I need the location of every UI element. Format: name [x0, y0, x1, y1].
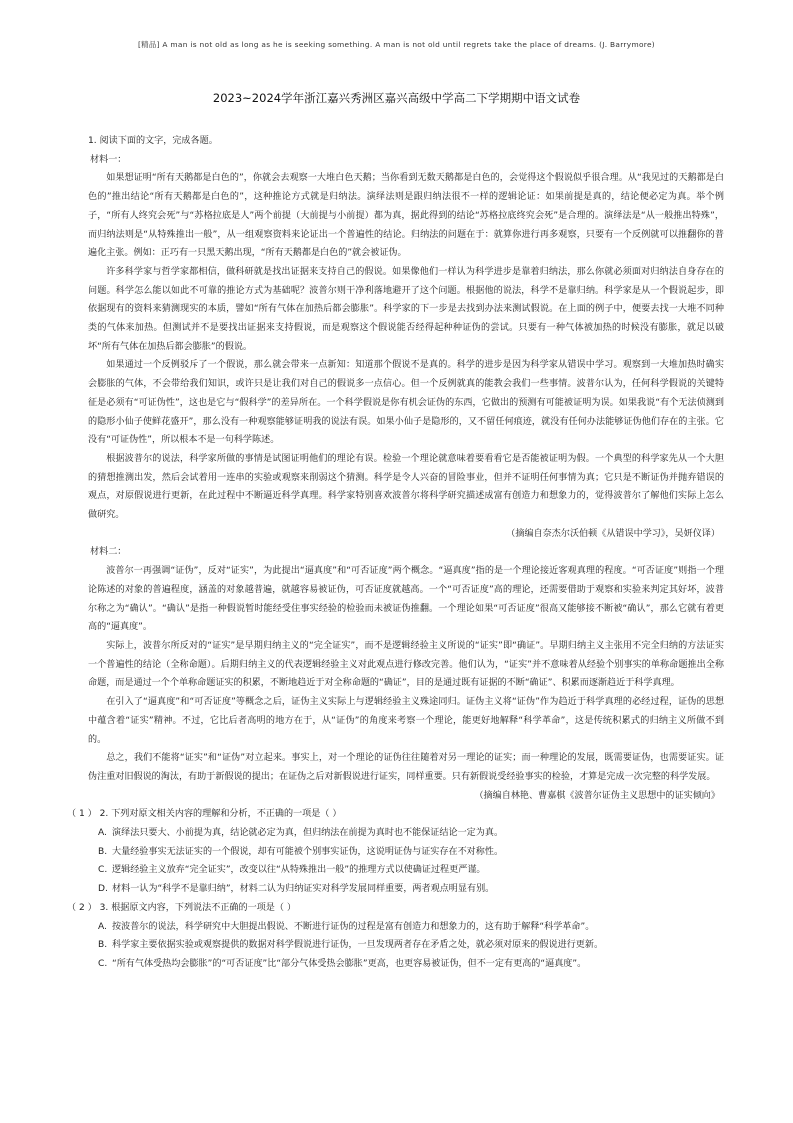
option-text: 逻辑经验主义放弃“完全证实”，改变以往“从特殊推出一般”的推理方式以使确证过程更严谨。	[112, 865, 486, 876]
material1-paragraph: 如果通过一个反例驳斥了一个假说，那么就会带来一点新知：知道那个假说不是真的。科学的进步是因为科学家从错误中学习。观察到一大堆加热时确实会膨胀的气体，不会带给我们知识，或许只是让我们对自己的假说多一点信心。但一个反例就真的能教会我们一些事情。波普尔认为，任何科学假说的关键特征是必须有“可证伪性”，这也是它与“假科学”的差异所在。一个科学假说是你有机会证伪的东西，它做出的预测有可能被证明为误。如果我说“有个无法侦测到的隐形小仙子使鲜花盛开”，那么没有一种观察能够证明我的说法有误。如果小仙子是隐形的，又不留任何痕迹，就没有任何办法能够证伪他们存在的主张。它没有“可证伪性”，所以根本不是一句科学陈述。	[88, 360, 724, 446]
question-2-option[interactable]	[88, 843, 724, 862]
question-3-option[interactable]	[88, 955, 724, 974]
option-text: 按波普尔的说法，科学研究中大胆提出假说、不断进行证伪的过程是富有创造力和想象力的，这有助于解释“科学革命”。	[112, 921, 595, 932]
material1-paragraph: 许多科学家与哲学家都相信，做科研就是找出证据来支持自己的假说。如果像他们一样认为科学进步是靠着归纳法，那么你就必须面对归纳法自身存在的问题。科学怎么能以如此不可靠的推论方式为基础呢？波普尔则干净利落地避开了这个问题。根据他的说法，科学不是靠归纳。科学家是从一个假说起步，即依据现有的资料来猜测现实的本质，譬如“所有气体在加热后都会膨胀”。科学家的下一步是去找到办法来测试假说。在上面的例子中，便要去找一大堆不同种类的气体来加热。但测试并不是要找出证据来支持假说，而是观察这个假说能否经得起种种证伪的尝试。只要有一种气体被加热的时候没有膨胀，就足以破坏“所有气体在加热后都会膨胀”的假说。	[88, 266, 724, 352]
option-text: 科学家主要依据实验或观察提供的数据对科学假说进行证伪，一旦发现两者存在矛盾之处，就必须对原来的假说进行更新。	[112, 940, 604, 951]
option-text: 材料一认为“科学不是靠归纳”，材料二认为归纳证实对科学发展同样重要，两者观点明显有别。	[112, 884, 495, 895]
material1-source: （摘编自奈杰尔沃伯顿《从错误中学习》，吴妍仪译）	[506, 528, 720, 539]
option-key: A.	[98, 828, 107, 839]
option-key: B.	[98, 846, 108, 857]
option-key: C.	[98, 865, 108, 876]
material1-label: 材料一：	[90, 154, 127, 165]
material2-label: 材料二：	[90, 547, 127, 558]
material2-paragraph: 总之，我们不能将“证实”和“证伪”对立起来。事实上，对一个理论的证伪往往随着对另一理论的证实；而一种理论的发展，既需要证伪，也需要证实。证伪注重对旧假说的淘汰，有助于新假说的提出；在证伪之后对新假说进行证实，同样重要。只有新假说受经验事实的检验，才算是完成一次完整的科学发展。	[88, 753, 724, 782]
question-2-stem: （ 1 ） 2. 下列对原文相关内容的理解和分析，不正确的一项是（ ）	[67, 809, 342, 820]
question-2-option[interactable]	[88, 824, 724, 843]
material2-paragraph: 在引入了“逼真度”和“可否证度”等概念之后，证伪主义实际上与逻辑经验主义殊途同归。证伪主义将“证伪”作为趋近于科学真理的必经过程，证伪的思想中蕴含着“证实”精神。不过，它比后者高明的地方在于，从“证伪”的角度来考察一个理论，能更好地解释“科学革命”，这是传统积累式的归纳主义所做不到的。	[88, 697, 724, 745]
question-2-option[interactable]	[88, 880, 724, 899]
question-3-stem: （ 2 ） 3. 根据原文内容，下列说法不正确的一项是（ ）	[67, 902, 296, 913]
material2-paragraph: 波普尔一再强调“证伪”，反对“证实”，为此提出“逼真度”和“可否证度”两个概念。“逼真度”指的是一个理论接近客观真理的程度。“可否证度”则指一个理论陈述的对象的普遍程度，涵盖的对象越普遍，就越容易被证伪，可否证度就越高。一个“可否证度”高的理论，还需要借助于观察和实验来判定其好坏，波普尔称之为“确认”。“确认”是指一种假说暂时能经受住事实经验的检验而未被证伪推翻。一个理论如果“可否证度”很高又能够接不断被“确认”，那么它就有着更高的“逼真度”。	[88, 566, 724, 633]
page-title: 2023~2024学年浙江嘉兴秀洲区嘉兴高级中学高二下学期期中语文试卷	[212, 91, 581, 105]
section-instruction: 1. 阅读下面的文字，完成各题。	[88, 136, 218, 146]
option-key: A.	[98, 921, 107, 932]
option-key: B.	[98, 940, 108, 951]
option-text: “所有气体受热均会膨胀”的“可否证度”比“部分气体受热会膨胀”更高，也更容易被证伪，但不一定有更高的“逼真度”。	[112, 958, 587, 969]
question-3-option[interactable]	[88, 918, 724, 937]
material1-paragraph: 根据波普尔的说法，科学家所做的事情是试图证明他们的理论有误。检验一个理论就意味着要看看它是否能被证明为假。一个典型的科学家先从一个大胆的猜想推测出发，然后会试着用一连串的实验或观察来削弱这个猜测。科学是令人兴奋的冒险事业，但并不证明任何事情为真；它只是不断证伪并抛弃错误的观点，对原假说进行更新，在此过程中不断逼近科学真理。科学家特别喜欢波普尔将科学研究描述成富有创造力和想象力的，觉得波普尔了解他们实际上怎么做研究。	[88, 453, 724, 521]
material2-source: （摘编自林艳、曹嘉棋《波普尔证伪主义思想中的证实倾向》	[474, 790, 720, 801]
exam-content	[67, 132, 724, 974]
option-text: 大量经验事实无法证实的一个假说，却有可能被个别事实证伪，这说明证伪与证实存在不对称性。	[112, 846, 504, 857]
material1-paragraph: 如果想证明“所有天鹅都是白色的”，你就会去观察一大堆白色天鹅；当你看到无数天鹅都是白色的，会觉得这个假说似乎很合理。从“我见过的天鹅都是白色的”推出结论“所有天鹅都是白色的”，这种推论方式就是归纳法。演绎法则是跟归纳法很不一样的逻辑论证：如果前提是真的，结论便必定为真。举个例子，“所有人终究会死”与“苏格拉底是人”两个前提（大前提与小前提）都为真，据此得到的结论“苏格拉底终究会死”是合理的。演绎法是“从一般推出特殊”，而归纳法则是“从特殊推出一般”，从一组观察资料来论证出一个普遍性的结论。归纳法的问题在于：就算你进行再多观察，只要有一个反例就可以推翻你的普遍化主张。例如：正巧有一只黑天鹅出现，“所有天鹅都是白色的”就会被证伪。	[88, 173, 724, 259]
question-3-option[interactable]	[88, 936, 724, 955]
material2-paragraph: 实际上，波普尔所反对的“证实”是早期归纳主义的“完全证实”，而不是逻辑经验主义所说的“证实”即“确证”。早期归纳主义主张用不完全归纳的方法证实一个普遍性的结论（全称命题）。后期归纳主义的代表逻辑经验主义对此观点进行修改完善。他们认为，“证实”并不意味着从经验个别事实的单称命题推出全称命题，而是通过一个个单称命题证实的积累，不断地趋近于对全称命题的“确证”，目的是通过既有证据的不断“确证”、积累而逐渐趋近于科学真理。	[88, 640, 724, 689]
option-key: C.	[98, 958, 108, 969]
header-motto: [精品] A man is not old as long as he is seeking something. A man is not old until regrets take the place of dreams. (J. Barrymore)	[138, 40, 655, 49]
option-text: 演绎法只要大、小前提为真，结论就必定为真，但归纳法在前提为真时也不能保证结论一定为真。	[112, 828, 504, 839]
question-2-option[interactable]	[88, 861, 724, 880]
option-key: D.	[98, 884, 108, 895]
